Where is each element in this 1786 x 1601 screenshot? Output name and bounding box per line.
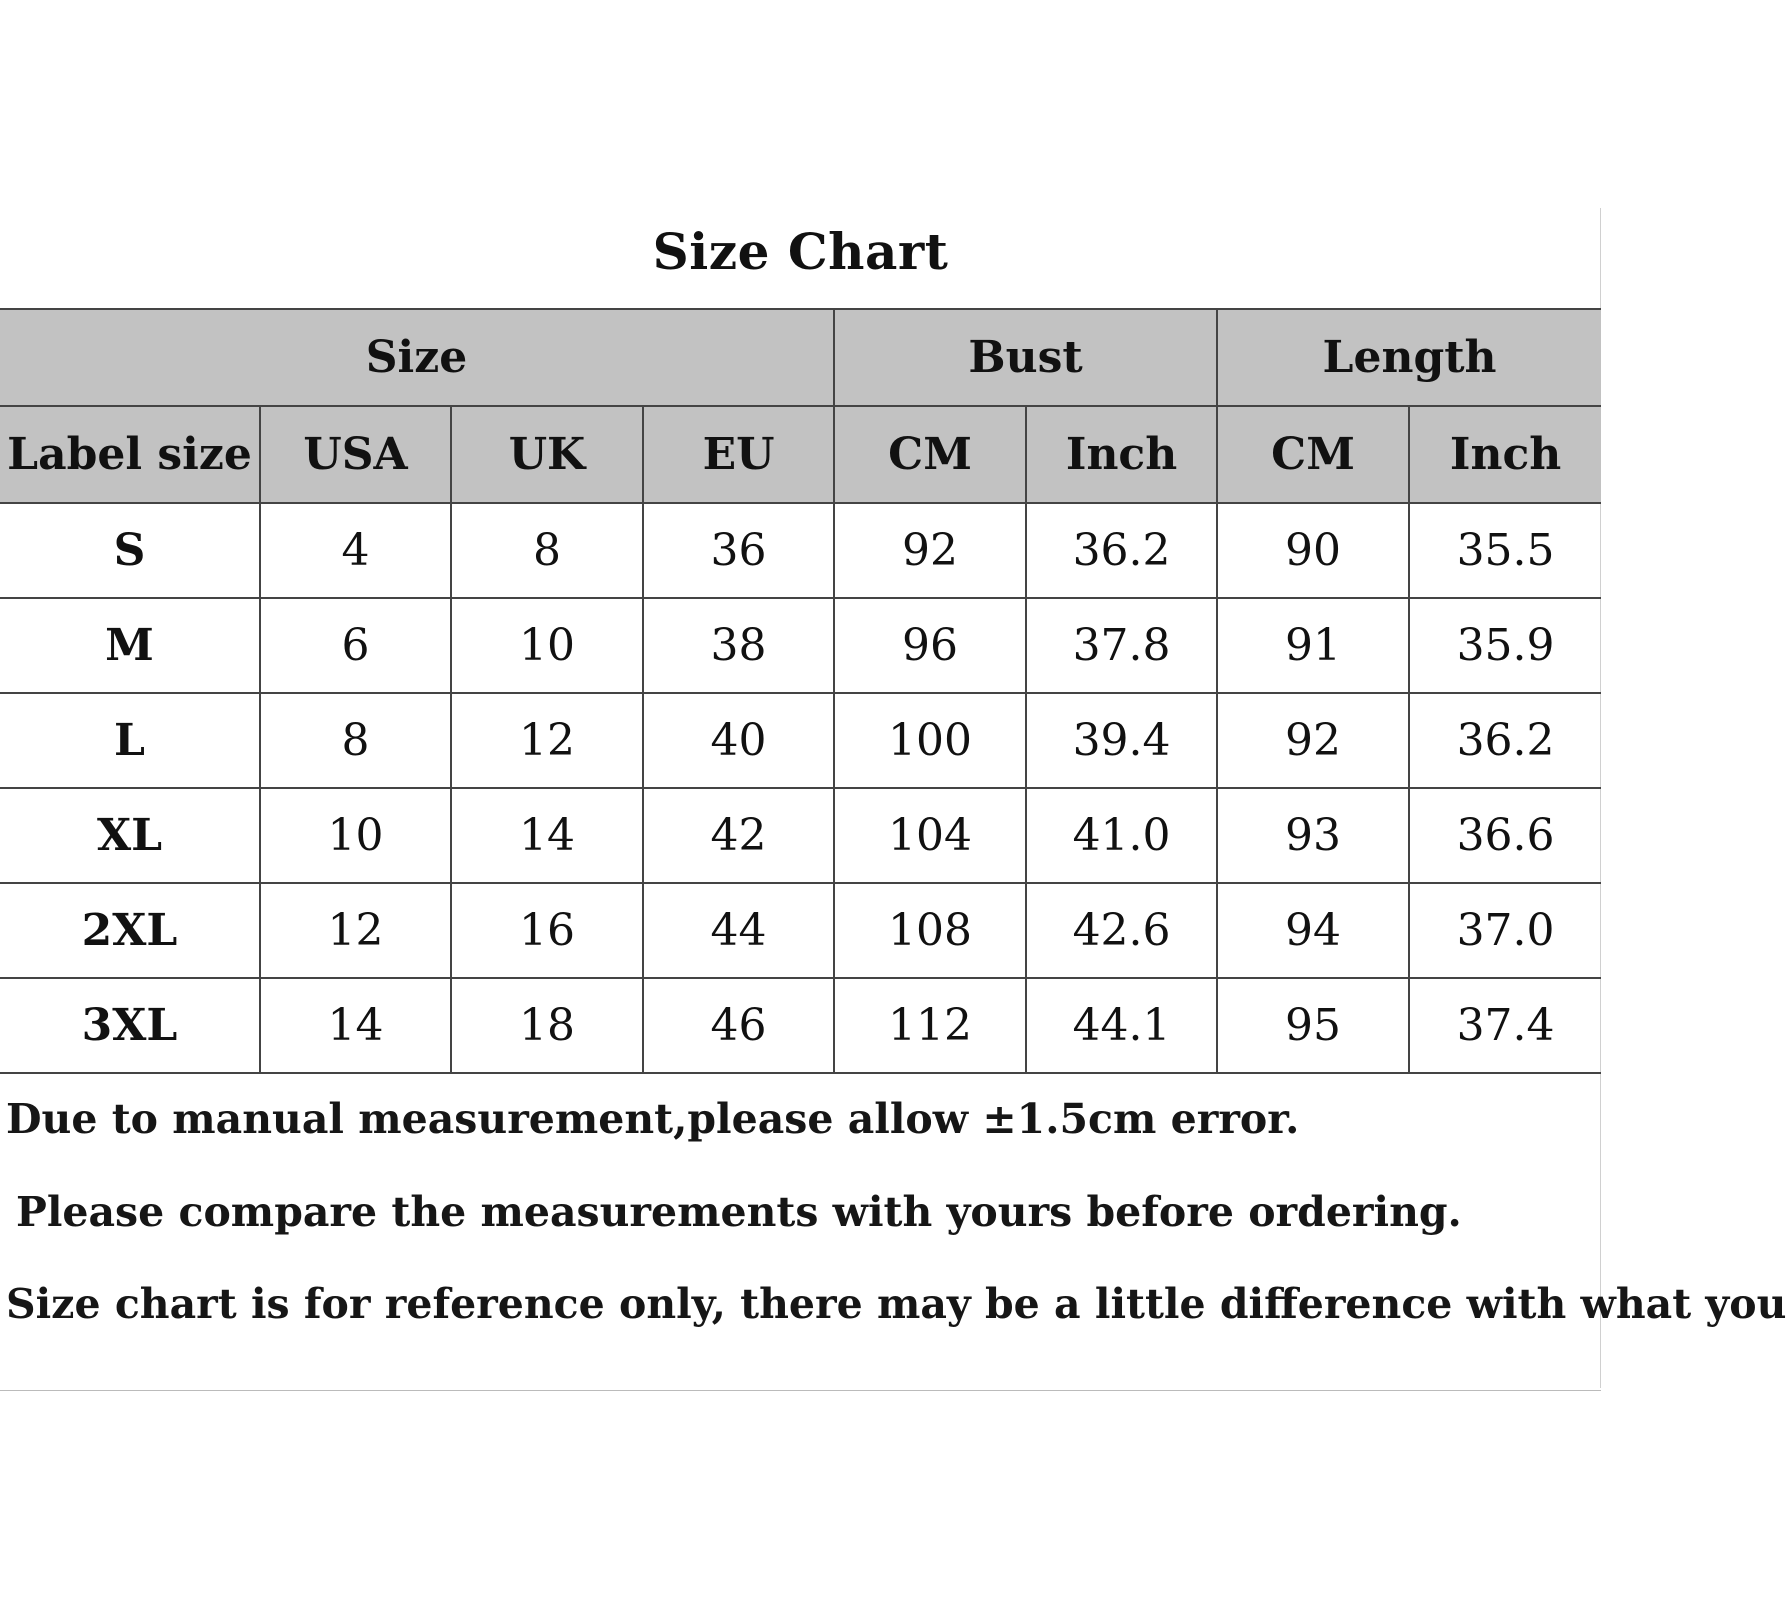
bust-inch-cell: 41.0 (1026, 788, 1217, 883)
uk-cell: 12 (451, 693, 643, 788)
bust-cm-cell: 92 (834, 503, 1026, 598)
bust-cm-cell: 112 (834, 978, 1026, 1073)
eu-cell: 38 (643, 598, 834, 693)
length-cm-cell: 93 (1217, 788, 1409, 883)
column-header-length-inch: Inch (1409, 406, 1601, 503)
length-inch-cell: 37.0 (1409, 883, 1601, 978)
table-row (0, 788, 1601, 883)
usa-cell: 8 (260, 693, 451, 788)
eu-cell: 46 (643, 978, 834, 1073)
group-header-size: Size (0, 309, 834, 406)
note-reference-only: Size chart is for reference only, there may be a little difference with what you (6, 1280, 1786, 1328)
label-size-cell: L (0, 693, 260, 788)
table-row (0, 598, 1601, 693)
size-chart-table (0, 308, 1601, 1074)
table-row (0, 883, 1601, 978)
sub-header-row (0, 406, 1601, 503)
bust-cm-cell: 104 (834, 788, 1026, 883)
group-header-length: Length (1217, 309, 1601, 406)
column-header-bust-inch: Inch (1026, 406, 1217, 503)
length-cm-cell: 94 (1217, 883, 1409, 978)
usa-cell: 14 (260, 978, 451, 1073)
eu-cell: 44 (643, 883, 834, 978)
note-compare-measurements: Please compare the measurements with yours before ordering. (16, 1188, 1462, 1236)
usa-cell: 6 (260, 598, 451, 693)
bust-inch-cell: 42.6 (1026, 883, 1217, 978)
uk-cell: 10 (451, 598, 643, 693)
eu-cell: 42 (643, 788, 834, 883)
column-header-eu: EU (643, 406, 834, 503)
uk-cell: 14 (451, 788, 643, 883)
uk-cell: 18 (451, 978, 643, 1073)
table-row (0, 978, 1601, 1073)
length-inch-cell: 35.5 (1409, 503, 1601, 598)
eu-cell: 40 (643, 693, 834, 788)
eu-cell: 36 (643, 503, 834, 598)
column-header-length-cm: CM (1217, 406, 1409, 503)
usa-cell: 4 (260, 503, 451, 598)
bust-inch-cell: 37.8 (1026, 598, 1217, 693)
length-inch-cell: 36.6 (1409, 788, 1601, 883)
column-header-usa: USA (260, 406, 451, 503)
bust-inch-cell: 39.4 (1026, 693, 1217, 788)
table-row (0, 503, 1601, 598)
length-cm-cell: 91 (1217, 598, 1409, 693)
usa-cell: 10 (260, 788, 451, 883)
page-title: Size Chart (652, 222, 949, 281)
bust-cm-cell: 100 (834, 693, 1026, 788)
bust-cm-cell: 108 (834, 883, 1026, 978)
group-header-row (0, 309, 1601, 406)
bust-inch-cell: 36.2 (1026, 503, 1217, 598)
label-size-cell: 3XL (0, 978, 260, 1073)
label-size-cell: XL (0, 788, 260, 883)
uk-cell: 8 (451, 503, 643, 598)
length-inch-cell: 36.2 (1409, 693, 1601, 788)
uk-cell: 16 (451, 883, 643, 978)
column-header-label-size: Label size (0, 406, 260, 503)
bust-inch-cell: 44.1 (1026, 978, 1217, 1073)
length-inch-cell: 35.9 (1409, 598, 1601, 693)
label-size-cell: M (0, 598, 260, 693)
length-inch-cell: 37.4 (1409, 978, 1601, 1073)
group-header-bust: Bust (834, 309, 1217, 406)
length-cm-cell: 95 (1217, 978, 1409, 1073)
column-header-uk: UK (451, 406, 643, 503)
bust-cm-cell: 96 (834, 598, 1026, 693)
length-cm-cell: 92 (1217, 693, 1409, 788)
label-size-cell: S (0, 503, 260, 598)
label-size-cell: 2XL (0, 883, 260, 978)
usa-cell: 12 (260, 883, 451, 978)
column-header-bust-cm: CM (834, 406, 1026, 503)
table-row (0, 693, 1601, 788)
length-cm-cell: 90 (1217, 503, 1409, 598)
notes-section (0, 1088, 1786, 1391)
note-measurement-error: Due to manual measurement,please allow ±1.5cm error. (6, 1095, 1300, 1143)
